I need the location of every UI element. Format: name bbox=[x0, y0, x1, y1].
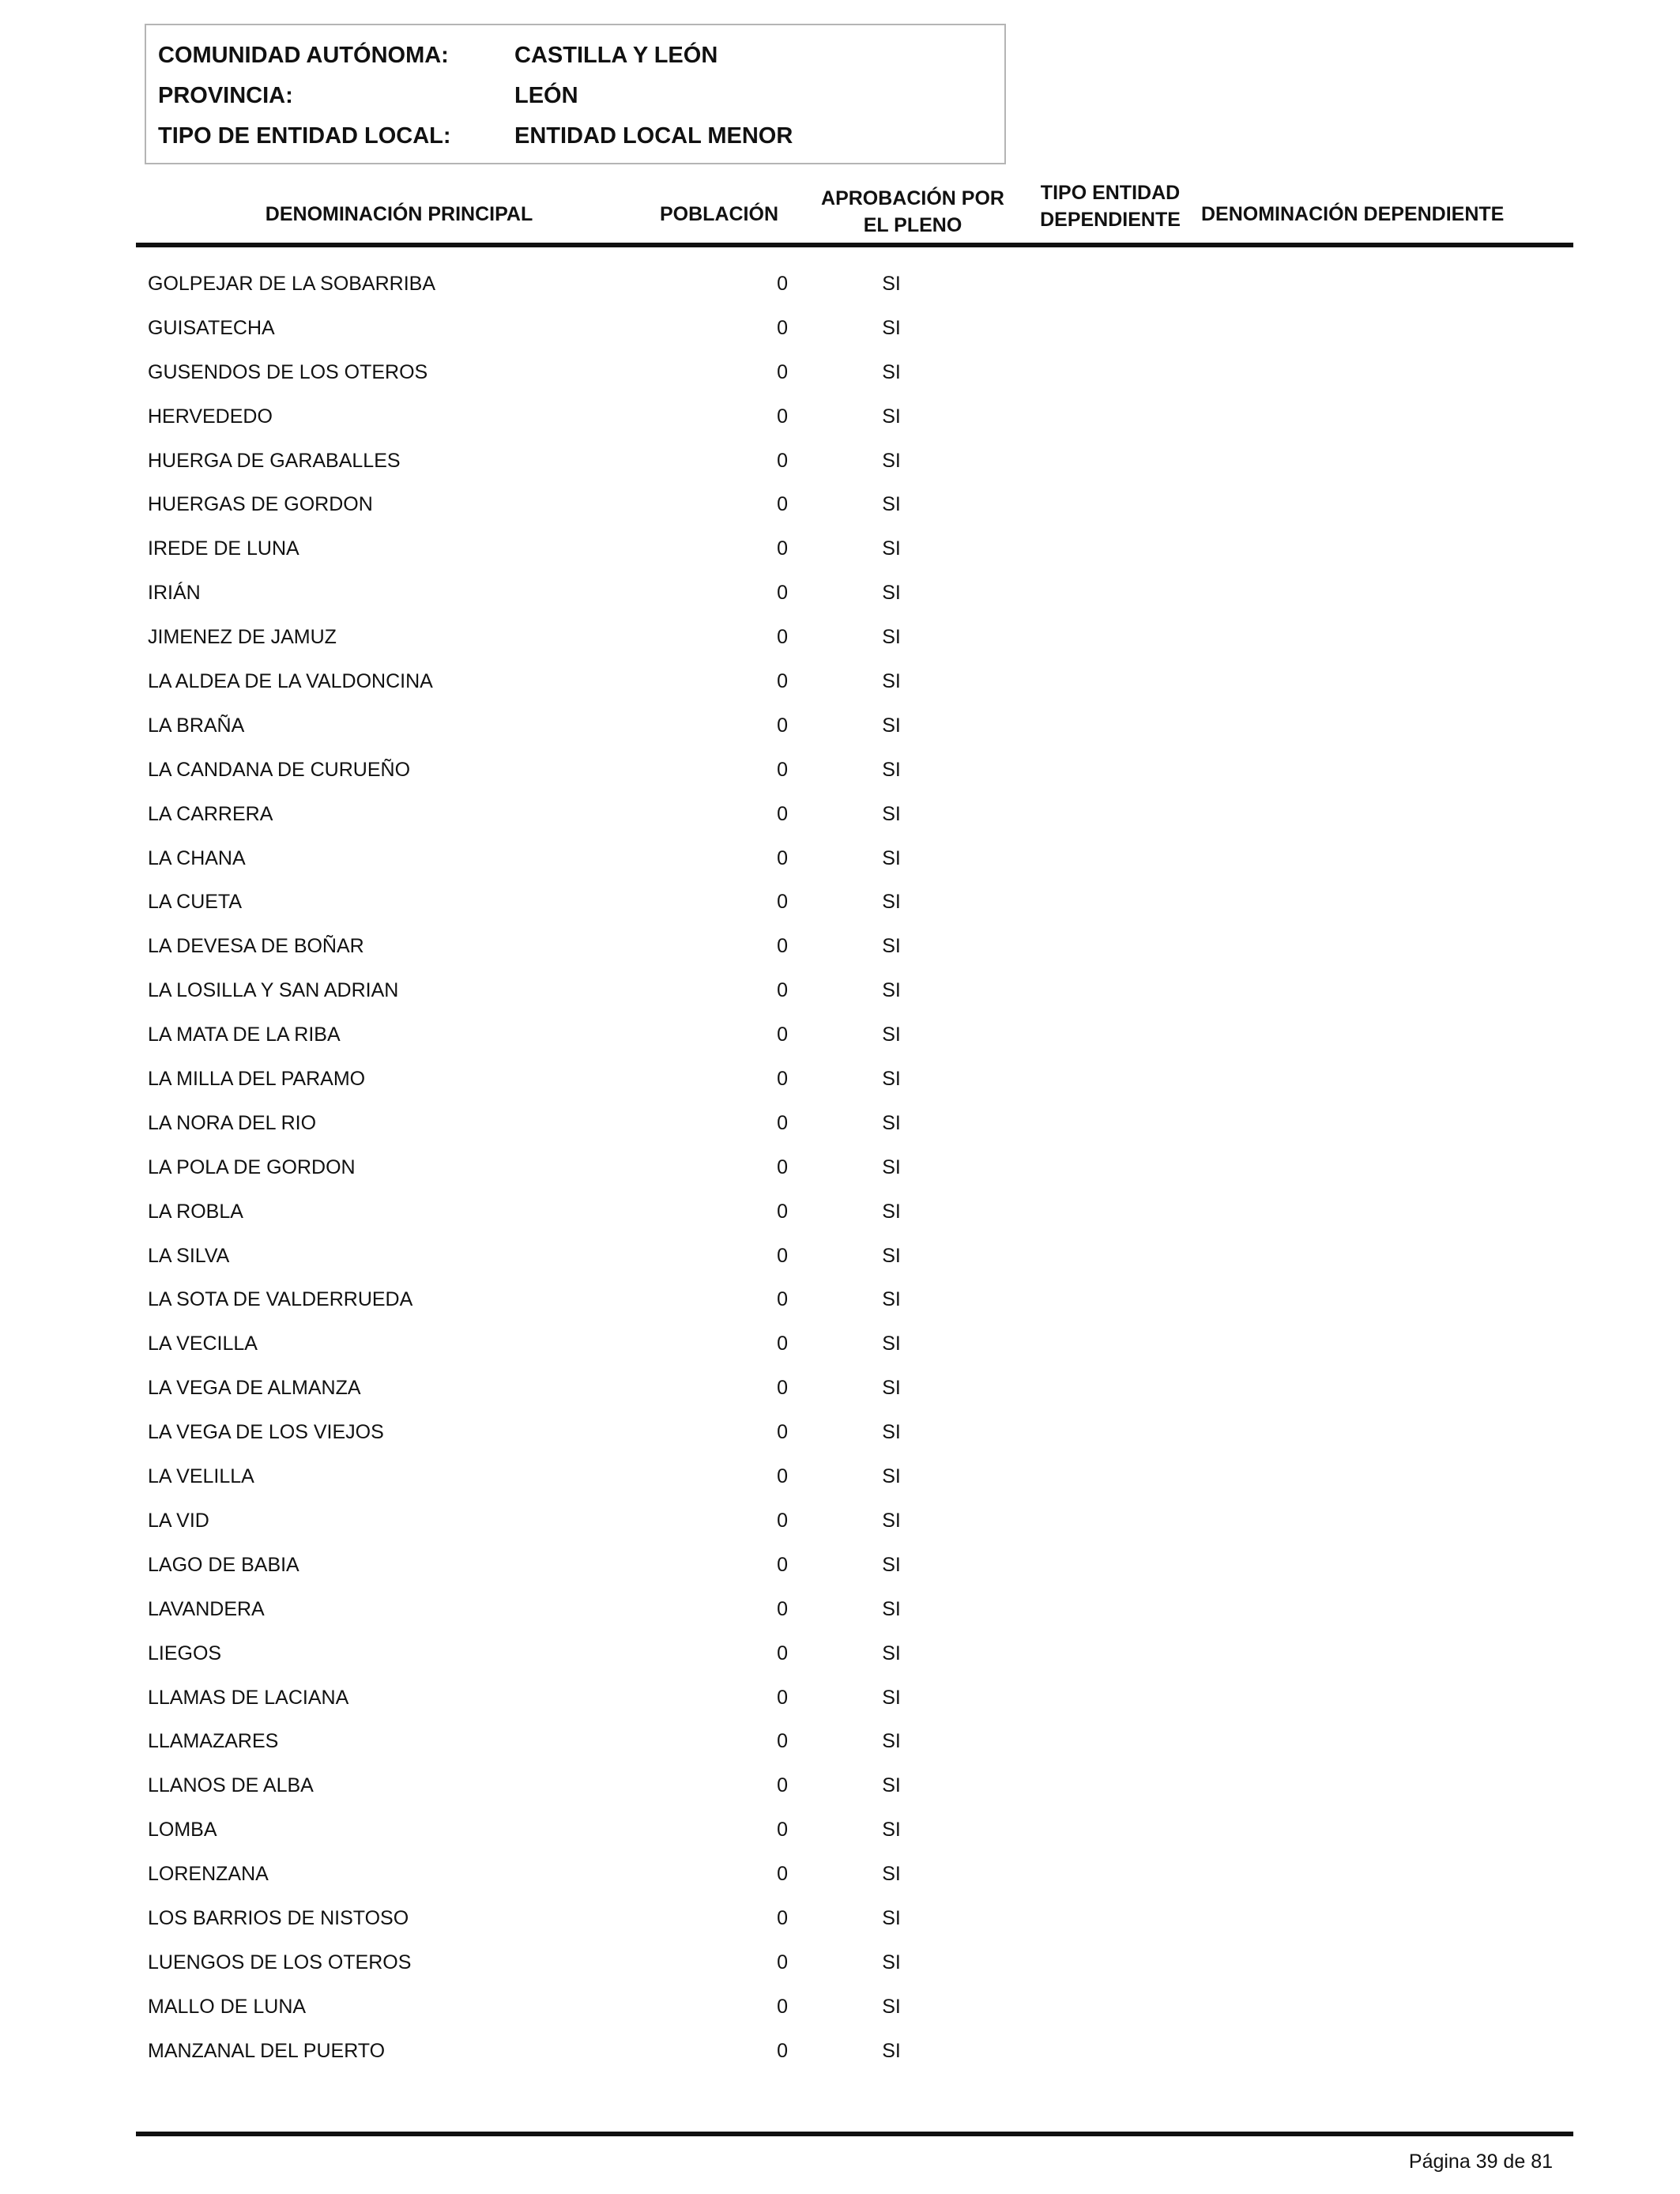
table-row bbox=[0, 1245, 1680, 1289]
aprobacion-cell: SI bbox=[882, 1819, 901, 1842]
denominacion-cell: LA VEGA DE ALMANZA bbox=[148, 1377, 361, 1400]
table-row bbox=[0, 670, 1680, 714]
aprobacion-cell: SI bbox=[882, 758, 901, 781]
aprobacion-cell: SI bbox=[882, 1023, 901, 1046]
table-row bbox=[0, 1201, 1680, 1245]
header-denominacion-dependiente bbox=[1201, 201, 1517, 228]
poblacion-cell: 0 bbox=[777, 1553, 788, 1576]
table-row bbox=[0, 1333, 1680, 1377]
table-row bbox=[0, 759, 1680, 803]
poblacion-cell: 0 bbox=[777, 1244, 788, 1267]
table-row bbox=[0, 1951, 1680, 1996]
denominacion-cell: GUSENDOS DE LOS OTEROS bbox=[148, 360, 428, 383]
denominacion-cell: LA MILLA DEL PARAMO bbox=[148, 1068, 366, 1091]
aprobacion-cell: SI bbox=[882, 1377, 901, 1400]
table-row bbox=[0, 1996, 1680, 2040]
denominacion-cell: MANZANAL DEL PUERTO bbox=[148, 2039, 386, 2062]
denominacion-cell: LA LOSILLA Y SAN ADRIAN bbox=[148, 979, 399, 1002]
denominacion-cell: LLANOS DE ALBA bbox=[148, 1774, 314, 1797]
table-row bbox=[0, 1288, 1680, 1333]
denominacion-cell: LORENZANA bbox=[148, 1863, 269, 1886]
table-row bbox=[0, 273, 1680, 317]
denominacion-cell: LA ROBLA bbox=[148, 1200, 243, 1223]
poblacion-cell: 0 bbox=[777, 449, 788, 472]
poblacion-cell: 0 bbox=[777, 493, 788, 516]
aprobacion-cell: SI bbox=[882, 1642, 901, 1664]
aprobacion-cell: SI bbox=[882, 1421, 901, 1444]
page-number: Página 39 de 81 bbox=[1408, 2151, 1553, 2173]
provincia-label: PROVINCIA: bbox=[158, 83, 293, 108]
aprobacion-cell: SI bbox=[882, 626, 901, 649]
table-row bbox=[0, 891, 1680, 935]
poblacion-cell: 0 bbox=[777, 1068, 788, 1091]
aprobacion-cell: SI bbox=[882, 360, 901, 383]
header-dependiente-text: DENOMINACIÓN DEPENDIENTE bbox=[1201, 203, 1505, 225]
poblacion-cell: 0 bbox=[777, 891, 788, 914]
header-denominacion-text: DENOMINACIÓN PRINCIPAL bbox=[265, 203, 533, 225]
denominacion-cell: LOS BARRIOS DE NISTOSO bbox=[148, 1906, 409, 1929]
aprobacion-cell: SI bbox=[882, 846, 901, 869]
denominacion-cell: LIEGOS bbox=[148, 1642, 222, 1664]
table-row bbox=[0, 935, 1680, 979]
table-row bbox=[0, 1023, 1680, 1068]
header-denominacion-principal bbox=[237, 201, 561, 228]
table-row bbox=[0, 1156, 1680, 1201]
poblacion-cell: 0 bbox=[777, 1465, 788, 1488]
poblacion-cell: 0 bbox=[777, 1951, 788, 1973]
poblacion-cell: 0 bbox=[777, 979, 788, 1002]
denominacion-cell: HUERGA DE GARABALLES bbox=[148, 449, 401, 472]
denominacion-cell: LA SOTA DE VALDERRUEDA bbox=[148, 1288, 413, 1311]
poblacion-cell: 0 bbox=[777, 2039, 788, 2062]
poblacion-cell: 0 bbox=[777, 537, 788, 560]
poblacion-cell: 0 bbox=[777, 1200, 788, 1223]
denominacion-cell: LA VELILLA bbox=[148, 1465, 254, 1488]
poblacion-cell: 0 bbox=[777, 1111, 788, 1134]
provincia-value: LEÓN bbox=[514, 83, 578, 108]
aprobacion-cell: SI bbox=[882, 1686, 901, 1709]
poblacion-cell: 0 bbox=[777, 846, 788, 869]
denominacion-cell: MALLO DE LUNA bbox=[148, 1995, 307, 2018]
poblacion-cell: 0 bbox=[777, 626, 788, 649]
table-row bbox=[0, 1377, 1680, 1421]
aprobacion-cell: SI bbox=[882, 891, 901, 914]
poblacion-cell: 0 bbox=[777, 802, 788, 825]
poblacion-cell: 0 bbox=[777, 1597, 788, 1620]
table-row bbox=[0, 537, 1680, 582]
header-poblacion-text: POBLACIÓN bbox=[660, 203, 778, 225]
denominacion-cell: LUENGOS DE LOS OTEROS bbox=[148, 1951, 412, 1973]
aprobacion-cell: SI bbox=[882, 1951, 901, 1973]
poblacion-cell: 0 bbox=[777, 1288, 788, 1311]
poblacion-cell: 0 bbox=[777, 1730, 788, 1753]
table-row bbox=[0, 1112, 1680, 1156]
table-row bbox=[0, 1730, 1680, 1774]
table-row bbox=[0, 1554, 1680, 1598]
aprobacion-cell: SI bbox=[882, 1111, 901, 1134]
aprobacion-cell: SI bbox=[882, 1288, 901, 1311]
aprobacion-cell: SI bbox=[882, 1333, 901, 1355]
entity-info-box bbox=[145, 24, 1006, 164]
aprobacion-cell: SI bbox=[882, 1553, 901, 1576]
poblacion-cell: 0 bbox=[777, 1686, 788, 1709]
aprobacion-cell: SI bbox=[882, 2039, 901, 2062]
aprobacion-cell: SI bbox=[882, 802, 901, 825]
table-row bbox=[0, 493, 1680, 537]
poblacion-cell: 0 bbox=[777, 405, 788, 428]
denominacion-cell: IRIÁN bbox=[148, 582, 201, 605]
aprobacion-cell: SI bbox=[882, 405, 901, 428]
aprobacion-cell: SI bbox=[882, 1597, 901, 1620]
denominacion-cell: LLAMAZARES bbox=[148, 1730, 279, 1753]
table-row bbox=[0, 1907, 1680, 1951]
denominacion-cell: LLAMAS DE LACIANA bbox=[148, 1686, 349, 1709]
denominacion-cell: GOLPEJAR DE LA SOBARRIBA bbox=[148, 273, 436, 295]
denominacion-cell: GUISATECHA bbox=[148, 316, 275, 339]
table-row bbox=[0, 582, 1680, 626]
denominacion-cell: LA POLA DE GORDON bbox=[148, 1155, 356, 1178]
header-divider bbox=[136, 243, 1573, 247]
header-aprobacion-line2: EL PLENO bbox=[863, 214, 962, 236]
aprobacion-cell: SI bbox=[882, 493, 901, 516]
poblacion-cell: 0 bbox=[777, 1642, 788, 1664]
aprobacion-cell: SI bbox=[882, 670, 901, 693]
aprobacion-cell: SI bbox=[882, 316, 901, 339]
denominacion-cell: HERVEDEDO bbox=[148, 405, 273, 428]
table-row bbox=[0, 626, 1680, 670]
poblacion-cell: 0 bbox=[777, 935, 788, 958]
table-row bbox=[0, 1510, 1680, 1554]
poblacion-cell: 0 bbox=[777, 360, 788, 383]
aprobacion-cell: SI bbox=[882, 449, 901, 472]
denominacion-cell: LA VID bbox=[148, 1509, 209, 1532]
table-row bbox=[0, 1598, 1680, 1642]
poblacion-cell: 0 bbox=[777, 714, 788, 737]
denominacion-cell: HUERGAS DE GORDON bbox=[148, 493, 373, 516]
poblacion-cell: 0 bbox=[777, 1906, 788, 1929]
header-aprobacion-line1: APROBACIÓN POR bbox=[821, 187, 1004, 209]
header-aprobacion bbox=[814, 185, 1011, 239]
denominacion-cell: LA BRAÑA bbox=[148, 714, 245, 737]
table-row bbox=[0, 1642, 1680, 1687]
poblacion-cell: 0 bbox=[777, 1155, 788, 1178]
aprobacion-cell: SI bbox=[882, 1774, 901, 1797]
denominacion-cell: LA MATA DE LA RIBA bbox=[148, 1023, 341, 1046]
poblacion-cell: 0 bbox=[777, 670, 788, 693]
table-row bbox=[0, 405, 1680, 450]
table-row bbox=[0, 1421, 1680, 1465]
aprobacion-cell: SI bbox=[882, 1155, 901, 1178]
tipo-entidad-value: ENTIDAD LOCAL MENOR bbox=[514, 123, 793, 149]
table-row bbox=[0, 317, 1680, 361]
comunidad-value: CASTILLA Y LEÓN bbox=[514, 43, 718, 68]
header-poblacion bbox=[648, 201, 790, 228]
poblacion-cell: 0 bbox=[777, 316, 788, 339]
denominacion-cell: LA CUETA bbox=[148, 891, 243, 914]
aprobacion-cell: SI bbox=[882, 979, 901, 1002]
table-row bbox=[0, 979, 1680, 1023]
aprobacion-cell: SI bbox=[882, 1200, 901, 1223]
poblacion-cell: 0 bbox=[777, 1819, 788, 1842]
aprobacion-cell: SI bbox=[882, 714, 901, 737]
poblacion-cell: 0 bbox=[777, 1774, 788, 1797]
poblacion-cell: 0 bbox=[777, 1333, 788, 1355]
denominacion-cell: LA ALDEA DE LA VALDONCINA bbox=[148, 670, 433, 693]
table-row bbox=[0, 1068, 1680, 1112]
denominacion-cell: LAVANDERA bbox=[148, 1597, 265, 1620]
poblacion-cell: 0 bbox=[777, 273, 788, 295]
poblacion-cell: 0 bbox=[777, 1509, 788, 1532]
header-tipo-entidad bbox=[1027, 179, 1193, 233]
aprobacion-cell: SI bbox=[882, 1995, 901, 2018]
aprobacion-cell: SI bbox=[882, 1068, 901, 1091]
denominacion-cell: LA SILVA bbox=[148, 1244, 230, 1267]
denominacion-cell: LA DEVESA DE BOÑAR bbox=[148, 935, 364, 958]
table-row bbox=[0, 1819, 1680, 1863]
table-row bbox=[0, 714, 1680, 759]
poblacion-cell: 0 bbox=[777, 1377, 788, 1400]
poblacion-cell: 0 bbox=[777, 1995, 788, 2018]
table-row bbox=[0, 361, 1680, 405]
denominacion-cell: LA CARRERA bbox=[148, 802, 273, 825]
poblacion-cell: 0 bbox=[777, 1421, 788, 1444]
denominacion-cell: JIMENEZ DE JAMUZ bbox=[148, 626, 337, 649]
table-row bbox=[0, 1774, 1680, 1819]
table-row bbox=[0, 450, 1680, 494]
denominacion-cell: LA CHANA bbox=[148, 846, 246, 869]
denominacion-cell: LOMBA bbox=[148, 1819, 217, 1842]
footer-divider bbox=[136, 2132, 1573, 2136]
table-row bbox=[0, 1863, 1680, 1907]
aprobacion-cell: SI bbox=[882, 582, 901, 605]
table-row bbox=[0, 847, 1680, 892]
comunidad-label: COMUNIDAD AUTÓNOMA: bbox=[158, 43, 449, 68]
denominacion-cell: LAGO DE BABIA bbox=[148, 1553, 299, 1576]
header-tipo-line2: DEPENDIENTE bbox=[1040, 209, 1181, 231]
poblacion-cell: 0 bbox=[777, 1023, 788, 1046]
table-row bbox=[0, 1687, 1680, 1731]
table-row bbox=[0, 2040, 1680, 2084]
aprobacion-cell: SI bbox=[882, 1509, 901, 1532]
denominacion-cell: LA VEGA DE LOS VIEJOS bbox=[148, 1421, 384, 1444]
poblacion-cell: 0 bbox=[777, 582, 788, 605]
aprobacion-cell: SI bbox=[882, 1906, 901, 1929]
aprobacion-cell: SI bbox=[882, 935, 901, 958]
aprobacion-cell: SI bbox=[882, 537, 901, 560]
aprobacion-cell: SI bbox=[882, 273, 901, 295]
table-row bbox=[0, 803, 1680, 847]
poblacion-cell: 0 bbox=[777, 758, 788, 781]
tipo-entidad-label: TIPO DE ENTIDAD LOCAL: bbox=[158, 123, 451, 149]
poblacion-cell: 0 bbox=[777, 1863, 788, 1886]
denominacion-cell: IREDE DE LUNA bbox=[148, 537, 299, 560]
aprobacion-cell: SI bbox=[882, 1244, 901, 1267]
denominacion-cell: LA VECILLA bbox=[148, 1333, 258, 1355]
entity-table-body bbox=[0, 273, 1680, 2084]
aprobacion-cell: SI bbox=[882, 1730, 901, 1753]
table-row bbox=[0, 1465, 1680, 1510]
header-tipo-line1: TIPO ENTIDAD bbox=[1040, 182, 1181, 204]
denominacion-cell: LA NORA DEL RIO bbox=[148, 1111, 317, 1134]
aprobacion-cell: SI bbox=[882, 1863, 901, 1886]
aprobacion-cell: SI bbox=[882, 1465, 901, 1488]
denominacion-cell: LA CANDANA DE CURUEÑO bbox=[148, 758, 411, 781]
